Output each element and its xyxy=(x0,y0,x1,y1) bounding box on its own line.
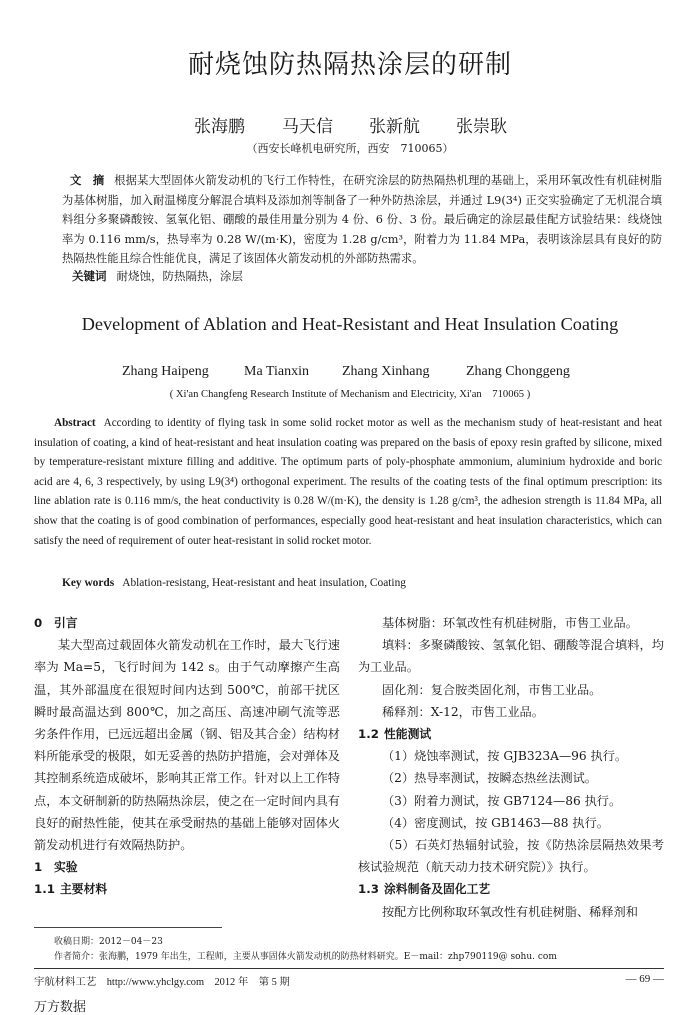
author-cn-1: 张海鹏 xyxy=(194,117,245,137)
section-number: 0 xyxy=(34,616,43,630)
intro-paragraph: 某大型高过载固体火箭发动机在工作时，最大飞行速率为 Ma=5，飞行时间为 142 s。由于气动摩擦产生高温，其外部温度在很短时间内达到 500℃，前部干扰区瞬时最高温达到 800℃，加之高压、高速冲刷气流等恶劣条件作用，已远远超出金属（钢、铝及其合金）结构材料所能承受的极限，如无妥善的热防护措施，会对弹体及其控制系统造成破坏，影响其正常工作。针对以上工作特点，本文研制新的防热隔热涂层，使之在一定时间内具有良好的耐热性能，使其在承受耐热的基础上能够对固体火箭发动机进行有效隔热防护。 xyxy=(34,638,340,853)
journal-footer: 宇航材料工艺 http://www.yhclgy.com 2012 年 第 5 期 xyxy=(34,977,290,988)
section-title: 涂料制备及固化工艺 xyxy=(384,882,491,897)
test-item: （3）附着力测试，按 GB7124—86 执行。 xyxy=(382,793,622,808)
paper-title-en: Development of Ablation and Heat-Resistant and Heat Insulation Coating xyxy=(81,314,619,334)
abstract-en xyxy=(34,414,662,551)
section-heading-0 xyxy=(34,612,340,634)
author-cn-4: 张崇耿 xyxy=(456,117,507,137)
section-number: 1 xyxy=(34,860,43,875)
preparation-paragraph: 按配方比例称取环氧改性有机硅树脂、稀释剂和 xyxy=(382,904,638,919)
section-heading-1-2 xyxy=(358,723,664,745)
affiliation-cn: （西安长峰机电研究所，西安 710065） xyxy=(246,142,454,155)
test-item: （5）石英灯热辐射试验，按《防热涂层隔热效果考核试验规范（航天动力技术研究院）》执行。 xyxy=(358,838,664,875)
footer-divider xyxy=(34,968,664,969)
keywords-en xyxy=(62,577,662,589)
footnote-divider xyxy=(34,927,222,928)
author-en-1: Zhang Haipeng xyxy=(122,364,209,379)
author-en-4: Zhang Chonggeng xyxy=(466,364,570,379)
author-cn-2: 马天信 xyxy=(282,117,333,137)
section-title: 性能测试 xyxy=(384,727,432,742)
watermark: 万方数据 xyxy=(34,1000,87,1015)
section-heading-1-1 xyxy=(34,878,340,900)
section-title: 实验 xyxy=(54,860,78,875)
test-item: （1）烧蚀率测试，按 GJB323A—96 执行。 xyxy=(382,749,628,764)
page-number: — 69 — xyxy=(625,973,664,985)
keywords-en-label: Key words xyxy=(62,577,115,589)
paper-title-cn: 耐烧蚀防热隔热涂层的研制 xyxy=(187,50,512,80)
author-cn-3: 张新航 xyxy=(369,117,420,137)
material-item: 基体树脂：环氧改性有机硅树脂，市售工业品。 xyxy=(382,616,638,630)
section-title: 主要材料 xyxy=(60,882,108,897)
abstract-cn-label: 文 摘 xyxy=(70,174,105,187)
material-item: 稀释剂：X-12，市售工业品。 xyxy=(382,704,544,719)
footnote-received: 收稿日期：2012－04－23 xyxy=(54,937,163,947)
section-number: 1.1 xyxy=(34,882,55,897)
section-heading-1 xyxy=(34,856,340,878)
abstract-en-text: According to identity of flying task in some solid rocket motor as well as the mechanism study of heat-resistant and heat insulation of coating, a kind of heat-resistant and heat insulation coating was prepared on the basis of epoxy resin grafted by silicone, mixed by temperature-resistant mixture filling and additive. The optimum parts of poly-phosphate ammonium, aluminium hydroxide and boric acid are 4, 6, 3 respectively, by using L9(3⁴) orthogonal experiment. The results of the coating tests of the final optimum prescription: its line ablation rate is 0.116 mm/s, the heat conductivity is 0.28 W/(m·K), the density is 1.28 g/cm³, the adhesion strength is 11.84 MPa, all show that the coating is of good combination of performances, especially good heat-resistant and heat insulation characteristics, which can satisfy the need of requirement of outer heat-resistant in solid rocket motor. xyxy=(34,417,662,547)
keywords-en-text: Ablation-resistang, Heat-resistant and heat insulation, Coating xyxy=(122,577,406,589)
affiliation-en: ( Xi'an Changfeng Research Institute of Mechanism and Electricity, Xi'an 710065 ) xyxy=(169,389,531,400)
section-heading-1-3 xyxy=(358,878,664,900)
body-column-right xyxy=(358,612,664,923)
section-number: 1.2 xyxy=(358,727,379,742)
abstract-cn xyxy=(62,171,662,269)
material-item: 固化剂：复合胺类固化剂，市售工业品。 xyxy=(382,682,602,697)
abstract-cn-text: 根据某大型固体火箭发动机的飞行工作特性，在研究涂层的防热隔热机理的基础上，采用环氧改性有机硅树脂为基体树脂，加入耐温梯度分解混合填料及添加剂等制备了一种外防热涂层，并通过 L9(3⁴) 正交实验确定了无机混合填料组分多聚磷酸铵、氢氧化铝、硼酸的最佳用量分别为 4 份、6 份、3 份。最后确定的涂层最佳配方试验结果：线烧蚀率为 0.116 mm/s，热导率为 0.28 W/(m·K)，密度为 1.28 g/cm³，附着力为 11.84 MPa，表明该涂层具有良好的防热隔热性能且综合性能优良，满足了该固体火箭发动机的外部防热需求。 xyxy=(62,174,662,265)
test-item: （4）密度测试，按 GB1463—88 执行。 xyxy=(382,815,609,830)
material-item: 填料：多聚磷酸铵、氢氧化铝、硼酸等混合填料，均为工业品。 xyxy=(358,638,664,675)
keywords-cn-label: 关键词 xyxy=(72,269,107,283)
author-en-2: Ma Tianxin xyxy=(244,364,309,379)
section-number: 1.3 xyxy=(358,882,379,897)
abstract-en-label: Abstract xyxy=(54,417,96,429)
keywords-cn-text: 耐烧蚀，防热隔热，涂层 xyxy=(116,269,243,283)
footnote-author: 作者简介：张海鹏，1979 年出生，工程师，主要从事固体火箭发动机的防热材料研究。E－mail：zhp790119@ sohu. com xyxy=(54,952,557,962)
author-en-3: Zhang Xinhang xyxy=(342,364,430,379)
body-column-left xyxy=(34,612,340,901)
test-item: （2）热导率测试，按瞬态热丝法测试。 xyxy=(382,771,597,786)
section-title: 引言 xyxy=(54,616,78,630)
keywords-cn xyxy=(72,268,662,284)
